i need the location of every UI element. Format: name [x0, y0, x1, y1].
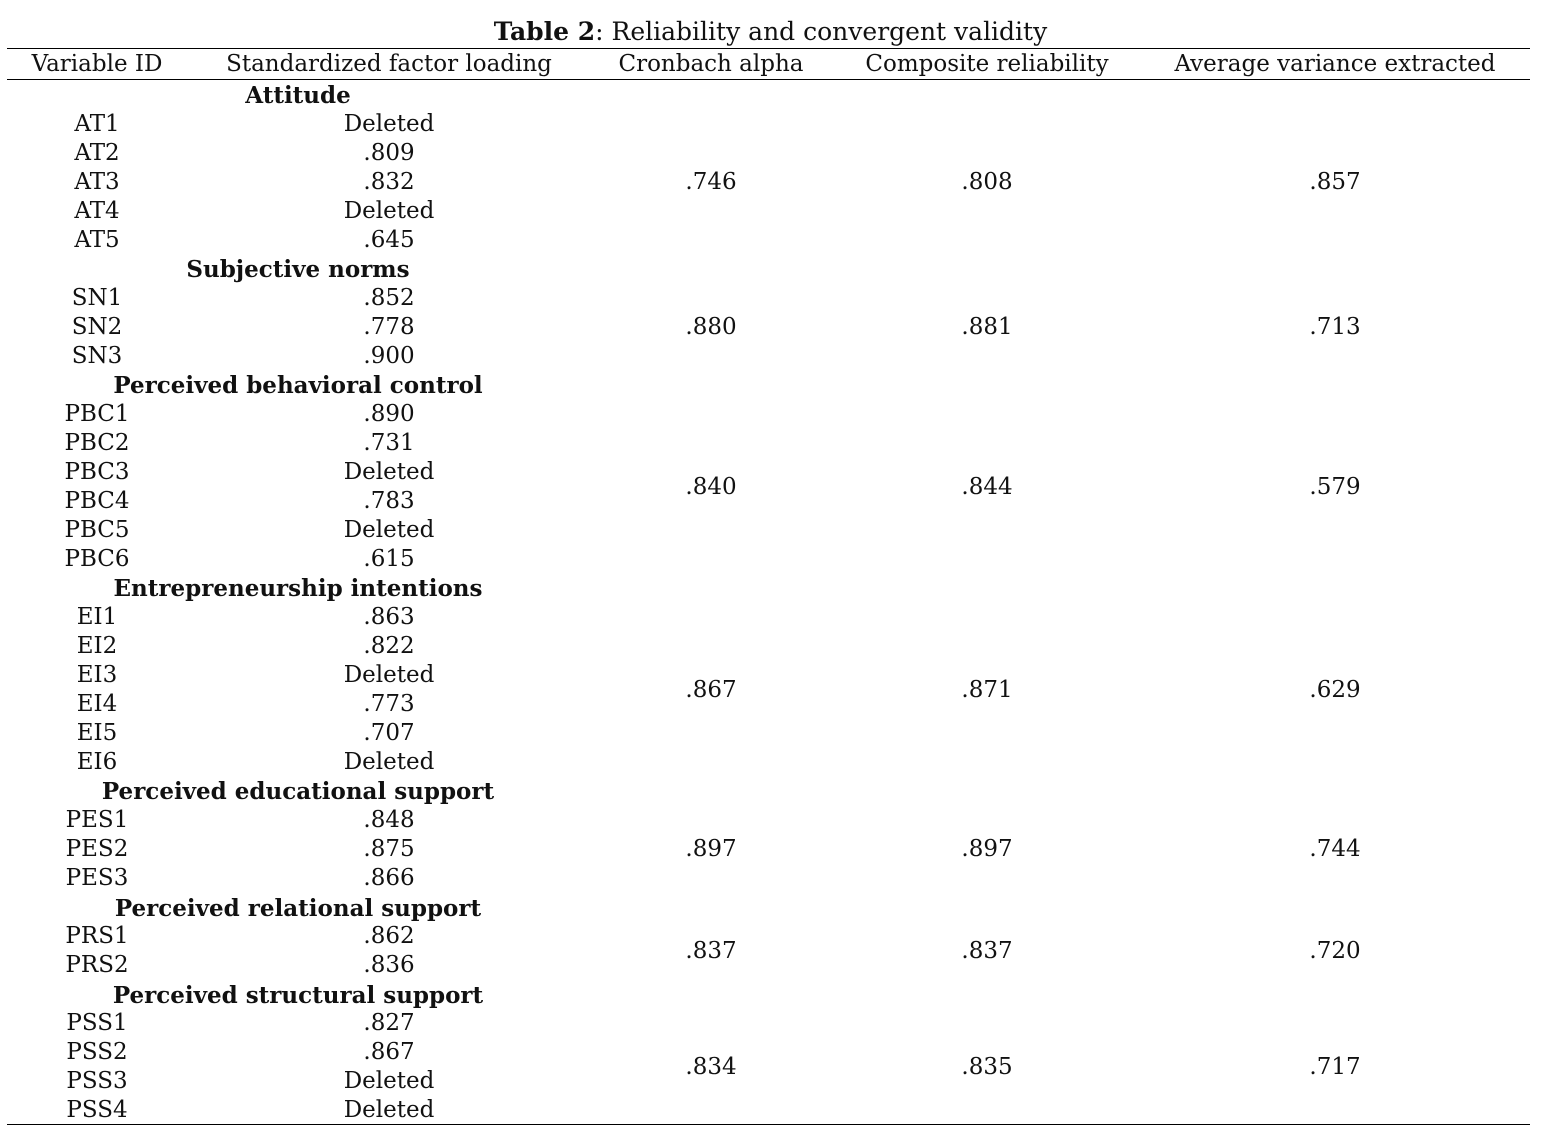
factor-loading-cell: Deleted [343, 662, 435, 688]
column-header-variable-id: Variable ID [31, 51, 163, 77]
factor-loading-cell: Deleted [343, 1097, 435, 1123]
factor-loading-cell: .773 [363, 691, 415, 717]
composite-reliability-cell: .871 [961, 676, 1013, 703]
table-caption-label: Table 2 [493, 17, 596, 46]
cronbach-alpha-cell: .837 [685, 937, 737, 964]
factor-loading-cell: .863 [363, 604, 415, 630]
cronbach-alpha-cell: .897 [685, 836, 737, 862]
variable-id-cell: PSS1 [66, 1010, 128, 1036]
factor-loading-cell: .890 [363, 401, 415, 427]
variable-id-cell: SN2 [71, 314, 123, 340]
ave-cell: .717 [1309, 1053, 1361, 1080]
variable-id-cell: EI3 [76, 662, 118, 688]
factor-loading-cell: .866 [363, 865, 415, 891]
variable-id-cell: AT5 [74, 227, 120, 253]
factor-loading-cell: .827 [363, 1010, 415, 1036]
composite-reliability-cell: .844 [961, 473, 1013, 500]
factor-loading-cell: Deleted [343, 1068, 435, 1094]
header-rule [7, 79, 1530, 80]
variable-id-cell: EI2 [76, 633, 118, 659]
factor-loading-cell: .900 [363, 343, 415, 369]
factor-loading-cell: .778 [363, 314, 415, 340]
cronbach-alpha-cell: .840 [685, 473, 737, 500]
group-heading: Perceived relational support [114, 895, 482, 922]
ave-cell: .857 [1309, 169, 1361, 195]
variable-id-cell: SN1 [71, 285, 123, 311]
group-heading: Entrepreneurship intentions [113, 575, 483, 602]
composite-reliability-cell: .808 [961, 169, 1013, 195]
variable-id-cell: PBC6 [64, 546, 130, 572]
variable-id-cell: PES2 [65, 836, 129, 862]
cronbach-alpha-cell: .880 [685, 314, 737, 340]
column-header-composite-reliability: Composite reliability [865, 51, 1109, 77]
factor-loading-cell: .809 [363, 140, 415, 166]
variable-id-cell: PRS2 [65, 952, 129, 978]
variable-id-cell: EI5 [76, 720, 118, 746]
factor-loading-cell: Deleted [343, 111, 435, 137]
factor-loading-cell: .852 [363, 285, 415, 311]
group-heading: Attitude [245, 82, 351, 109]
variable-id-cell: PBC2 [64, 430, 130, 456]
factor-loading-cell: .862 [363, 923, 415, 949]
factor-loading-cell: Deleted [343, 459, 435, 485]
factor-loading-cell: .836 [363, 952, 415, 978]
variable-id-cell: EI4 [76, 691, 118, 717]
top-rule [7, 48, 1530, 49]
ave-cell: .713 [1309, 314, 1361, 340]
variable-id-cell: PBC3 [64, 459, 130, 485]
composite-reliability-cell: .897 [961, 836, 1013, 862]
factor-loading-cell: Deleted [343, 749, 435, 775]
factor-loading-cell: .783 [363, 488, 415, 514]
factor-loading-cell: .848 [363, 807, 415, 833]
variable-id-cell: PES3 [65, 865, 129, 891]
factor-loading-cell: .731 [363, 430, 415, 456]
bottom-rule [7, 1124, 1530, 1125]
variable-id-cell: AT1 [74, 111, 120, 137]
factor-loading-cell: .645 [363, 227, 415, 253]
table-caption-text: : Reliability and convergent validity [595, 17, 1048, 46]
column-header-cronbach-alpha: Cronbach alpha [618, 51, 804, 77]
factor-loading-cell: .822 [363, 633, 415, 659]
variable-id-cell: PSS2 [66, 1039, 128, 1065]
composite-reliability-cell: .837 [961, 937, 1013, 964]
column-header-ave: Average variance extracted [1174, 51, 1496, 77]
group-heading: Subjective norms [186, 256, 410, 283]
group-heading: Perceived structural support [112, 982, 484, 1009]
group-heading: Perceived educational support [101, 778, 495, 805]
variable-id-cell: AT3 [74, 169, 120, 195]
variable-id-cell: SN3 [71, 343, 123, 369]
composite-reliability-cell: .835 [961, 1053, 1013, 1080]
factor-loading-cell: Deleted [343, 517, 435, 543]
group-heading: Perceived behavioral control [113, 372, 483, 399]
factor-loading-cell: .867 [363, 1039, 415, 1065]
ave-cell: .629 [1309, 676, 1361, 703]
variable-id-cell: PSS3 [66, 1068, 128, 1094]
ave-cell: .579 [1309, 473, 1361, 500]
variable-id-cell: PES1 [65, 807, 129, 833]
cronbach-alpha-cell: .746 [685, 169, 737, 195]
variable-id-cell: PBC1 [64, 401, 130, 427]
variable-id-cell: PBC4 [64, 488, 130, 514]
table-caption [0, 16, 1541, 48]
cronbach-alpha-cell: .834 [685, 1053, 737, 1080]
factor-loading-cell: Deleted [343, 198, 435, 224]
ave-cell: .744 [1309, 836, 1361, 862]
cronbach-alpha-cell: .867 [685, 676, 737, 703]
factor-loading-cell: .615 [363, 546, 415, 572]
variable-id-cell: PRS1 [65, 923, 129, 949]
composite-reliability-cell: .881 [961, 314, 1013, 340]
factor-loading-cell: .832 [363, 169, 415, 195]
ave-cell: .720 [1309, 937, 1361, 964]
variable-id-cell: PSS4 [66, 1097, 128, 1123]
factor-loading-cell: .875 [363, 836, 415, 862]
factor-loading-cell: .707 [363, 720, 415, 746]
variable-id-cell: PBC5 [64, 517, 130, 543]
column-header-factor-loading: Standardized factor loading [226, 51, 552, 77]
variable-id-cell: EI1 [76, 604, 118, 630]
variable-id-cell: EI6 [76, 749, 118, 775]
variable-id-cell: AT4 [74, 198, 120, 224]
variable-id-cell: AT2 [74, 140, 120, 166]
